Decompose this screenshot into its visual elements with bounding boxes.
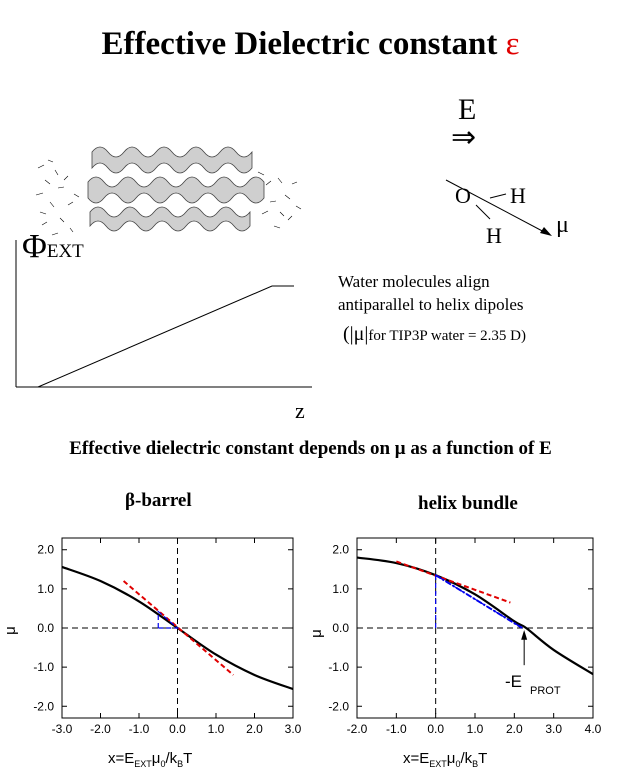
series-dashed-red: [396, 561, 510, 602]
potential-line: [38, 286, 294, 387]
y-tick-label: -2.0: [33, 699, 54, 714]
x-tick-label: 0.0: [169, 722, 186, 736]
y-tick-label: 2.0: [37, 542, 54, 557]
water-text-line2: antiparallel to helix dipoles: [338, 295, 524, 314]
x-tick-label: 3.0: [284, 722, 302, 736]
y-tick-label: -1.0: [328, 660, 349, 675]
y-tick-label: 2.0: [332, 542, 349, 557]
x-tick-label: -1.0: [128, 722, 150, 736]
potential-ylabel: ΦEXT: [22, 228, 84, 265]
x-tick-label: 4.0: [584, 722, 602, 736]
x-tick-label: -3.0: [51, 722, 73, 736]
helix-bundle-title: helix bundle: [418, 493, 518, 514]
yaxis-label-left: μ: [1, 626, 19, 635]
yaxis-label-right: μ: [307, 629, 325, 638]
beta-barrel-title: β-barrel: [125, 490, 192, 511]
x-tick-label: 0.0: [427, 722, 445, 736]
xaxis-label-right: $x=E_{EXT}\mu_0/k_BT$: [403, 750, 488, 769]
hydrogen-label-1: H: [510, 183, 526, 208]
xaxis-label-left: $x=E_{EXT}\mu_0/k_BT$: [108, 750, 193, 769]
y-tick-label: 1.0: [332, 581, 349, 596]
dipole-mu-label: μ: [556, 212, 569, 238]
helix-bundle-chart: [307, 530, 621, 776]
potential-xlabel: z: [295, 398, 305, 423]
e-prot-annotation: -E $_{PROT}$: [505, 672, 561, 697]
e-prot-arrowhead: [521, 630, 527, 640]
y-tick-label: -2.0: [328, 699, 349, 714]
x-tick-label: -1.0: [385, 722, 407, 736]
field-arrow-icon: ⇒: [451, 121, 477, 154]
beta-barrel-chart: [0, 530, 310, 776]
field-label-E: E: [458, 93, 477, 126]
page-title: Effective Dielectric constant ε: [101, 26, 520, 62]
y-tick-label: -1.0: [33, 660, 54, 675]
x-tick-label: -2.0: [346, 722, 368, 736]
oxygen-label: O: [455, 183, 471, 208]
section-subtitle: Effective dielectric constant depends on μ as a function of E: [69, 438, 552, 459]
y-tick-label: 0.0: [332, 621, 349, 635]
series-solid-black: [357, 558, 593, 675]
water-note: (|μ|for TIP3P water = 2.35 D): [343, 323, 526, 345]
x-tick-label: 3.0: [545, 722, 563, 736]
water-dipole-diagram: [440, 180, 560, 240]
hydrogen-label-2: H: [486, 223, 502, 248]
water-text-line1: Water molecules align: [338, 272, 490, 291]
y-tick-label: 1.0: [37, 581, 54, 596]
x-tick-label: 2.0: [246, 722, 263, 736]
y-tick-label: 0.0: [37, 621, 54, 635]
epsilon-symbol: ε: [505, 26, 520, 62]
x-tick-label: -2.0: [90, 722, 111, 736]
x-tick-label: 1.0: [466, 722, 484, 736]
x-tick-label: 2.0: [505, 722, 523, 736]
x-tick-label: 1.0: [207, 722, 225, 736]
